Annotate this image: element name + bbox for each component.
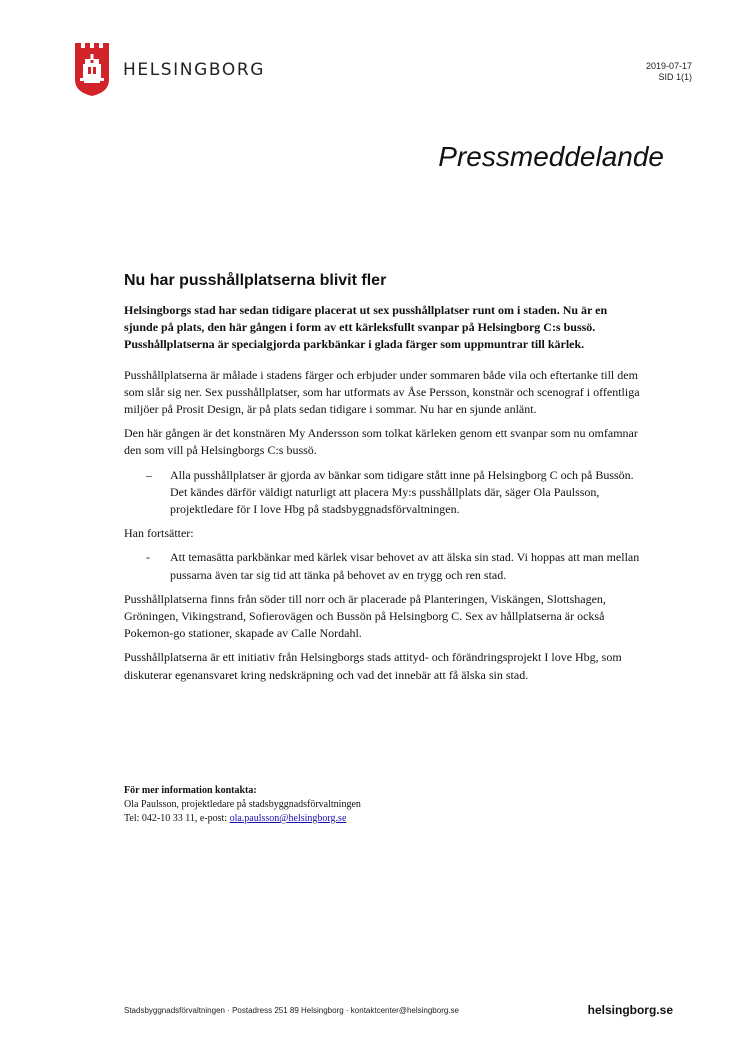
contact-block [124,784,361,826]
footer-address: Stadsbyggnadsförvaltningen · Postadress 251 89 Helsingborg · kontaktcenter@helsingborg.se [124,1006,459,1015]
quote-item [124,549,644,583]
document-date: 2019-07-17 [645,61,692,71]
lead-paragraph: Helsingborgs stad har sedan tidigare placerat ut sex pusshållplatser runt om i staden. Nu är en sjunde på plats, den här gången i form av ett kärleksfullt svanpar på Helsingborg C:s bussö. Pusshållplatserna är specialgjorda parkbänkar i glada färger som uppmuntrar till kärlek. [124,303,608,352]
page-title: Nu har pusshållplatserna blivit fler [124,272,387,289]
contact-tel: Tel: 042-10 33 11, e-post: [124,813,230,824]
body-paragraph: Den här gången är det konstnären My Andersson som tolkat kärleken genom ett svanpar som nu omfamnar den som vill på Helsingborgs C:s bussö. [124,426,638,458]
body-paragraph: Han fortsätter: [124,526,194,541]
contact-person: Ola Paulsson, projektledare på stadsbyggnadsförvaltningen [124,799,361,810]
contact-line [124,812,361,826]
body-paragraph: Pusshållplatserna finns från söder till norr och är placerade på Planteringen, Viskängen, Slottshagen, Gröningen, Vikingstrand, Sofierovägen och Bussön på Helsingborg C. Sex av hållplatserna är också Pokemon-go stationer, skapade av Calle Nordahl. [124,591,606,641]
brand-name: HELSINGBORG [123,60,266,80]
dash-marker: - [146,550,150,565]
quote-text: Alla pusshållplatser är gjorda av bänkar som tidigare stått inne på Helsingborg C och på Bussön. Det kändes därför väldigt naturligt att placera My:s pusshållplats där, säger Ola Paulsson, projektledare för I love Hbg på stadsbyggnadsförvaltningen. [170,467,634,517]
document-type: Pressmeddelande [438,141,664,172]
article-body [124,302,644,691]
dash-marker: – [146,467,152,482]
page-number: SID 1(1) [658,72,692,82]
quote-text: Att temasätta parkbänkar med kärlek visar behovet av att älska sin stad. Vi hoppas att man mellan pussarna även tar sig tid att tänka på behovet av en trygg och ren stad. [170,550,640,582]
body-paragraph: Pusshållplatserna är ett initiativ från Helsingborgs stads attityd- och förändringsprojekt I love Hbg, som diskuterar egenansvaret kring nedskräpning och vad det innebär att få älska sin stad. [124,650,622,682]
document-meta [646,61,692,83]
helsingborg-crest-icon [74,42,110,97]
quote-item [124,467,644,519]
contact-title: För mer information kontakta: [124,785,257,796]
footer-site: helsingborg.se [587,1003,673,1017]
email-link[interactable]: ola.paulsson@helsingborg.se [229,813,347,824]
body-paragraph: Pusshållplatserna är målade i stadens färger och erbjuder under sommaren både vila och eftertanke till dem som slår sig ner. Sex pusshållplatser, som har utformats av Åse Persson, konstnär och scenograf i offentliga miljöer på Prosit Design, är på plats sedan tidigare i sommar. Nu har en sjunde anlänt. [124,367,640,417]
